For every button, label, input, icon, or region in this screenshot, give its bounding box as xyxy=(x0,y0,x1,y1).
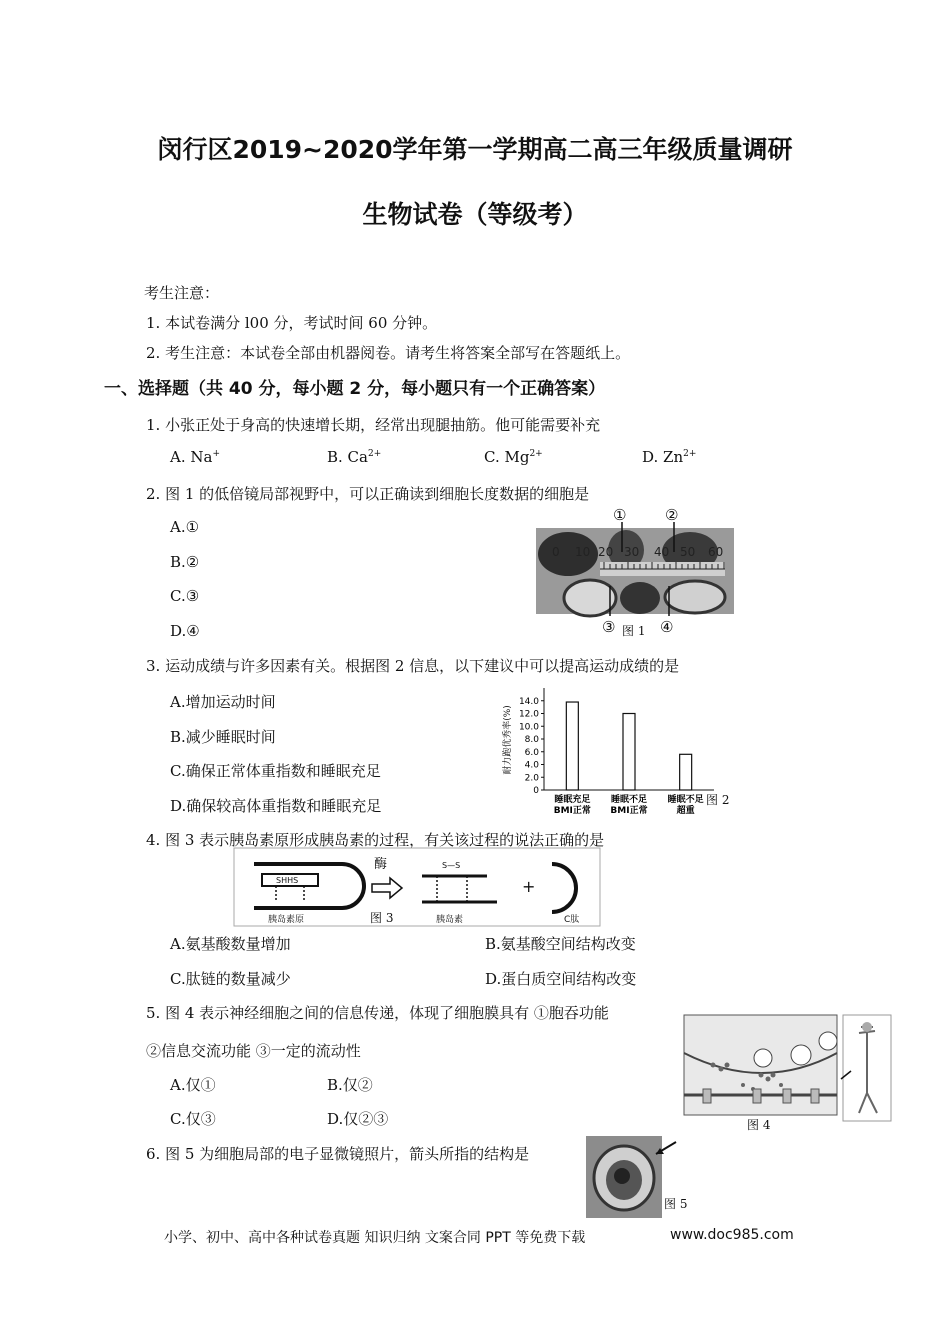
x-category-label-3: 超重 xyxy=(676,806,695,816)
notice-item-1: 1. 本试卷满分 l00 分，考试时间 60 分钟。 xyxy=(146,314,438,332)
q3-option-a: A.增加运动时间 xyxy=(170,693,276,711)
marker-2: ② xyxy=(665,506,679,524)
scale-label-0: 0 xyxy=(552,545,560,559)
figure-3-caption: 图 3 xyxy=(370,911,394,925)
q5-stem-line1: 5. 图 4 表示神经细胞之间的信息传递，体现了细胞膜具有 ①胞吞功能 xyxy=(146,1004,609,1022)
y-tick-label: 12.0 xyxy=(518,709,539,720)
figure-4-synapse xyxy=(683,1013,893,1133)
x-category-label-1: 睡眠充足 xyxy=(554,795,591,805)
scale-label-30: 30 xyxy=(624,545,640,559)
x-category-label-2: 睡眠不足 xyxy=(610,795,648,805)
y-tick-label: 8.0 xyxy=(524,735,539,745)
q1-option-d: D. $Zn^{2+}$ xyxy=(642,448,697,466)
c-peptide-label: C肽 xyxy=(564,915,580,925)
c-peptide-chain xyxy=(552,864,576,912)
q1-stem: 1. 小张正处于身高的快速增长期，经常出现腿抽筋。他可能需要补充 xyxy=(146,416,601,434)
q4-option-a: A.氨基酸数量增加 xyxy=(170,935,291,953)
scale-label-60: 60 xyxy=(708,545,724,559)
exam-title-line2: 生物试卷（等级考） xyxy=(362,200,588,229)
y-tick-label: 6.0 xyxy=(524,747,539,758)
q5-option-d: D.仅②③ xyxy=(327,1110,389,1128)
q5-option-a: A.仅① xyxy=(170,1076,216,1094)
footer-text: 小学、初中、高中各种试卷真题 知识归纳 文案合同 PPT 等免费下载 xyxy=(164,1230,586,1246)
x-category-label-1: BMI正常 xyxy=(553,806,591,816)
q5-option-b: B.仅② xyxy=(327,1076,373,1094)
section-heading: 一、选择题（共 40 分，每小题 2 分，每小题只有一个正确答案） xyxy=(104,379,606,399)
marker-4: ④ xyxy=(660,618,674,636)
q3-option-b: B.减少睡眠时间 xyxy=(170,728,276,746)
y-tick-label: 14.0 xyxy=(518,696,539,707)
figure-3-diagram xyxy=(232,846,602,928)
q1-option-c: C. $Mg^{2+}$ xyxy=(484,448,543,466)
y-tick-label: 10.0 xyxy=(518,722,539,733)
x-category-label-3: 睡眠不足 xyxy=(667,795,704,805)
q1-option-a: A. Na+ xyxy=(170,448,220,466)
arrow-icon xyxy=(372,878,402,898)
figure-5-micrograph xyxy=(586,1136,696,1218)
bar-3 xyxy=(680,754,692,790)
q6-stem: 6. 图 5 为细胞局部的电子显微镜照片，箭头所指的结构是 xyxy=(146,1145,530,1163)
bar-1 xyxy=(566,702,578,790)
q2-stem: 2. 图 1 的低倍镜局部视野中，可以正确读到细胞长度数据的细胞是 xyxy=(146,485,590,503)
figure-1-caption: 图 1 xyxy=(622,624,646,638)
q2-option-a: A.① xyxy=(170,518,200,536)
notice-item-2: 2. 考生注意：本试卷全部由机器阅卷。请考生将答案全部写在答题纸上。 xyxy=(146,344,631,362)
figure-1-micrograph xyxy=(530,502,740,640)
marker-1: ① xyxy=(613,506,627,524)
q4-option-b: B.氨基酸空间结构改变 xyxy=(485,935,636,953)
x-category-label-2: BMI正常 xyxy=(610,806,648,816)
y-tick-label: 0 xyxy=(533,786,539,796)
footer-url[interactable]: www.doc985.com xyxy=(670,1227,794,1243)
q3-option-c: C.确保正常体重指数和睡眠充足 xyxy=(170,762,381,780)
figure-4-caption: 图 4 xyxy=(747,1118,771,1132)
plus-sign: + xyxy=(522,877,536,896)
proinsulin-label: 胰岛素原 xyxy=(268,915,305,925)
shhs-label: SHHS xyxy=(276,876,299,885)
q5-option-c: C.仅③ xyxy=(170,1110,216,1128)
exam-title-line1: 闵行区2019~2020学年第一学期高二高三年级质量调研 xyxy=(157,135,793,164)
y-axis-label: 耐力跑优秀率(%) xyxy=(503,705,513,775)
marker-3: ③ xyxy=(602,618,616,636)
scale-label-20: 20 xyxy=(598,545,614,559)
figure-2-bar-chart xyxy=(494,680,740,820)
q3-option-d: D.确保较高体重指数和睡眠充足 xyxy=(170,797,382,815)
scale-label-50: 50 xyxy=(680,545,696,559)
q4-stem: 4. 图 3 表示胰岛素原形成胰岛素的过程，有关该过程的说法正确的是 xyxy=(146,831,605,849)
notice-heading: 考生注意： xyxy=(144,284,220,302)
q1-option-b: B. $Ca^{2+}$ xyxy=(327,448,382,466)
y-tick-label: 2.0 xyxy=(524,773,539,784)
q4-option-c: C.肽链的数量减少 xyxy=(170,970,291,988)
q5-stem-line2: ②信息交流功能 ③一定的流动性 xyxy=(146,1042,361,1060)
figure-5-caption: 图 5 xyxy=(664,1197,688,1211)
q3-stem: 3. 运动成绩与许多因素有关。根据图 2 信息，以下建议中可以提高运动成绩的是 xyxy=(146,657,680,675)
enzyme-label: 酶 xyxy=(374,857,388,872)
q2-option-c: C.③ xyxy=(170,587,200,605)
figure-2-caption: 图 2 xyxy=(706,793,730,807)
ss-label: S—S xyxy=(442,861,461,870)
scale-label-40: 40 xyxy=(654,545,670,559)
scale-label-10: 10 xyxy=(575,545,591,559)
y-tick-label: 4.0 xyxy=(524,760,539,771)
q4-option-d: D.蛋白质空间结构改变 xyxy=(485,970,637,988)
q2-option-d: D.④ xyxy=(170,622,200,640)
bar-2 xyxy=(623,714,635,791)
insulin-label: 胰岛素 xyxy=(436,915,464,925)
q2-option-b: B.② xyxy=(170,553,200,571)
